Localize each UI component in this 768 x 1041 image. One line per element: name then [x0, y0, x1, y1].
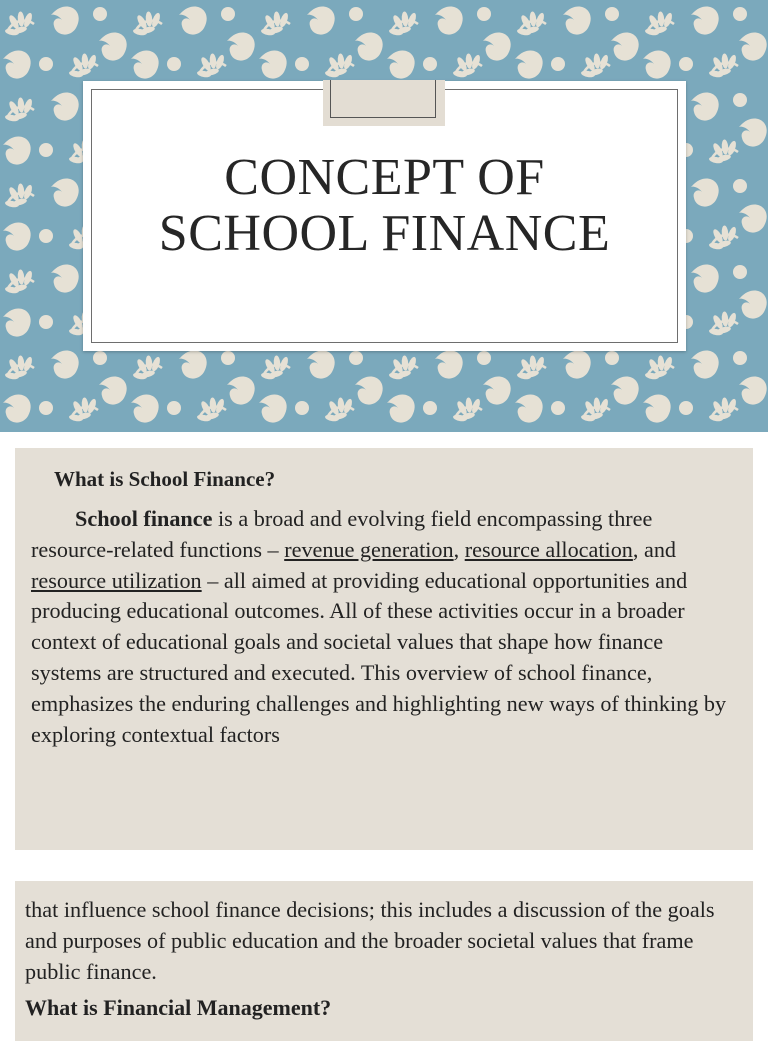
section-heading-school-finance: What is School Finance?	[54, 467, 276, 491]
slide-title	[92, 150, 677, 262]
term-school-finance: School finance	[75, 506, 213, 531]
separator-2: , and	[632, 536, 677, 562]
slide-title-line-1: CONCEPT OF	[224, 149, 545, 206]
link-resource-allocation[interactable]: resource allocation	[464, 536, 633, 562]
continuation-paragraph: that influence school finance decisions; this includes a discussion of the goals and purposes of public education and the broader societal values that frame public finance.	[25, 897, 715, 984]
separator-1: ,	[453, 536, 465, 562]
title-tab-decoration	[323, 80, 445, 126]
link-resource-utilization[interactable]: resource utilization	[31, 567, 202, 593]
section-heading-financial-management: What is Financial Management?	[25, 995, 332, 1020]
link-revenue-generation[interactable]: revenue generation	[284, 536, 454, 562]
school-finance-paragraph	[31, 504, 731, 750]
title-slide	[0, 0, 768, 432]
title-tab-line	[330, 80, 436, 118]
paragraph-text-1: is a broad and evolving field encompassing three resource-related functions –	[31, 506, 653, 562]
slide-title-line-2: SCHOOL FINANCE	[158, 205, 611, 262]
paragraph-text-2: – all aimed at providing educational opportunities and producing educational outcomes. All of these activities occur in a broader context of educational goals and societal values that shape how finance systems are structured and executed. This overview of school finance, emphasizes the enduring challenges and highlighting new ways of thinking by exploring contextual factors	[31, 567, 727, 747]
